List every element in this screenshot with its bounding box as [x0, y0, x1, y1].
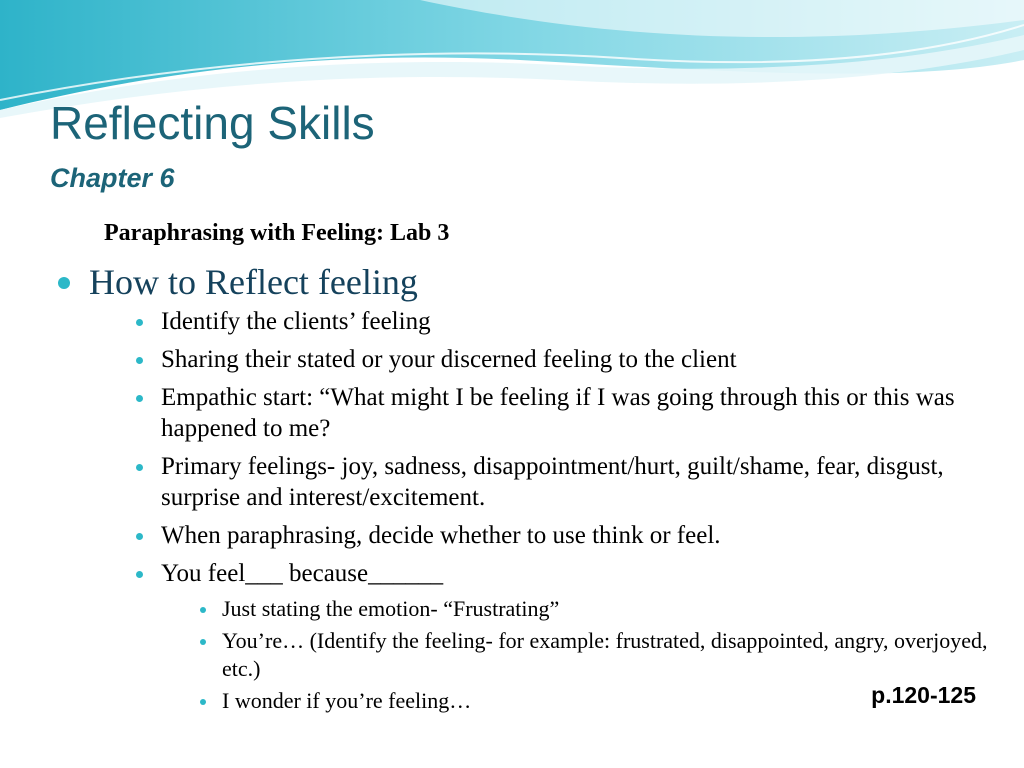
list-item: When paraphrasing, decide whether to use think or feel. [134, 520, 984, 551]
list-item: Sharing their stated or your discerned feeling to the client [134, 344, 984, 375]
bullet-dot-icon [200, 639, 206, 645]
bullet-dot-icon [58, 277, 70, 289]
chapter-label: Chapter 6 [50, 163, 175, 193]
main-bullet-text: How to Reflect feeling [89, 262, 418, 302]
bullet-dot-icon [136, 357, 143, 364]
list-item: Identify the clients’ feeling [134, 306, 984, 337]
sub-bullet-list [134, 306, 984, 596]
list-item: Just stating the emotion- “Frustrating” [198, 595, 988, 623]
list-item: You feel___ because______ [134, 558, 984, 589]
slide-title: Reflecting Skills [50, 97, 375, 149]
page-reference: p.120-125 [871, 682, 976, 708]
bullet-dot-icon [136, 464, 143, 471]
bullet-dot-icon [136, 533, 143, 540]
main-bullet [58, 258, 418, 306]
bullet-dot-icon [136, 395, 143, 402]
list-item: You’re… (Identify the feeling- for example: frustrated, disappointed, angry, overjoyed, etc.) [198, 627, 988, 683]
bullet-dot-icon [136, 571, 143, 578]
sub-sub-bullet-list [198, 595, 988, 719]
bullet-dot-icon [200, 699, 206, 705]
bullet-dot-icon [136, 319, 143, 326]
bullet-dot-icon [200, 607, 206, 613]
list-item: Primary feelings- joy, sadness, disappointment/hurt, guilt/shame, fear, disgust, surprise and interest/excitement. [134, 451, 984, 513]
list-item: I wonder if you’re feeling… [198, 687, 988, 715]
lab-subtitle: Paraphrasing with Feeling: Lab 3 [104, 220, 450, 246]
list-item: Empathic start: “What might I be feeling if I was going through this or this was happened to me? [134, 382, 984, 444]
